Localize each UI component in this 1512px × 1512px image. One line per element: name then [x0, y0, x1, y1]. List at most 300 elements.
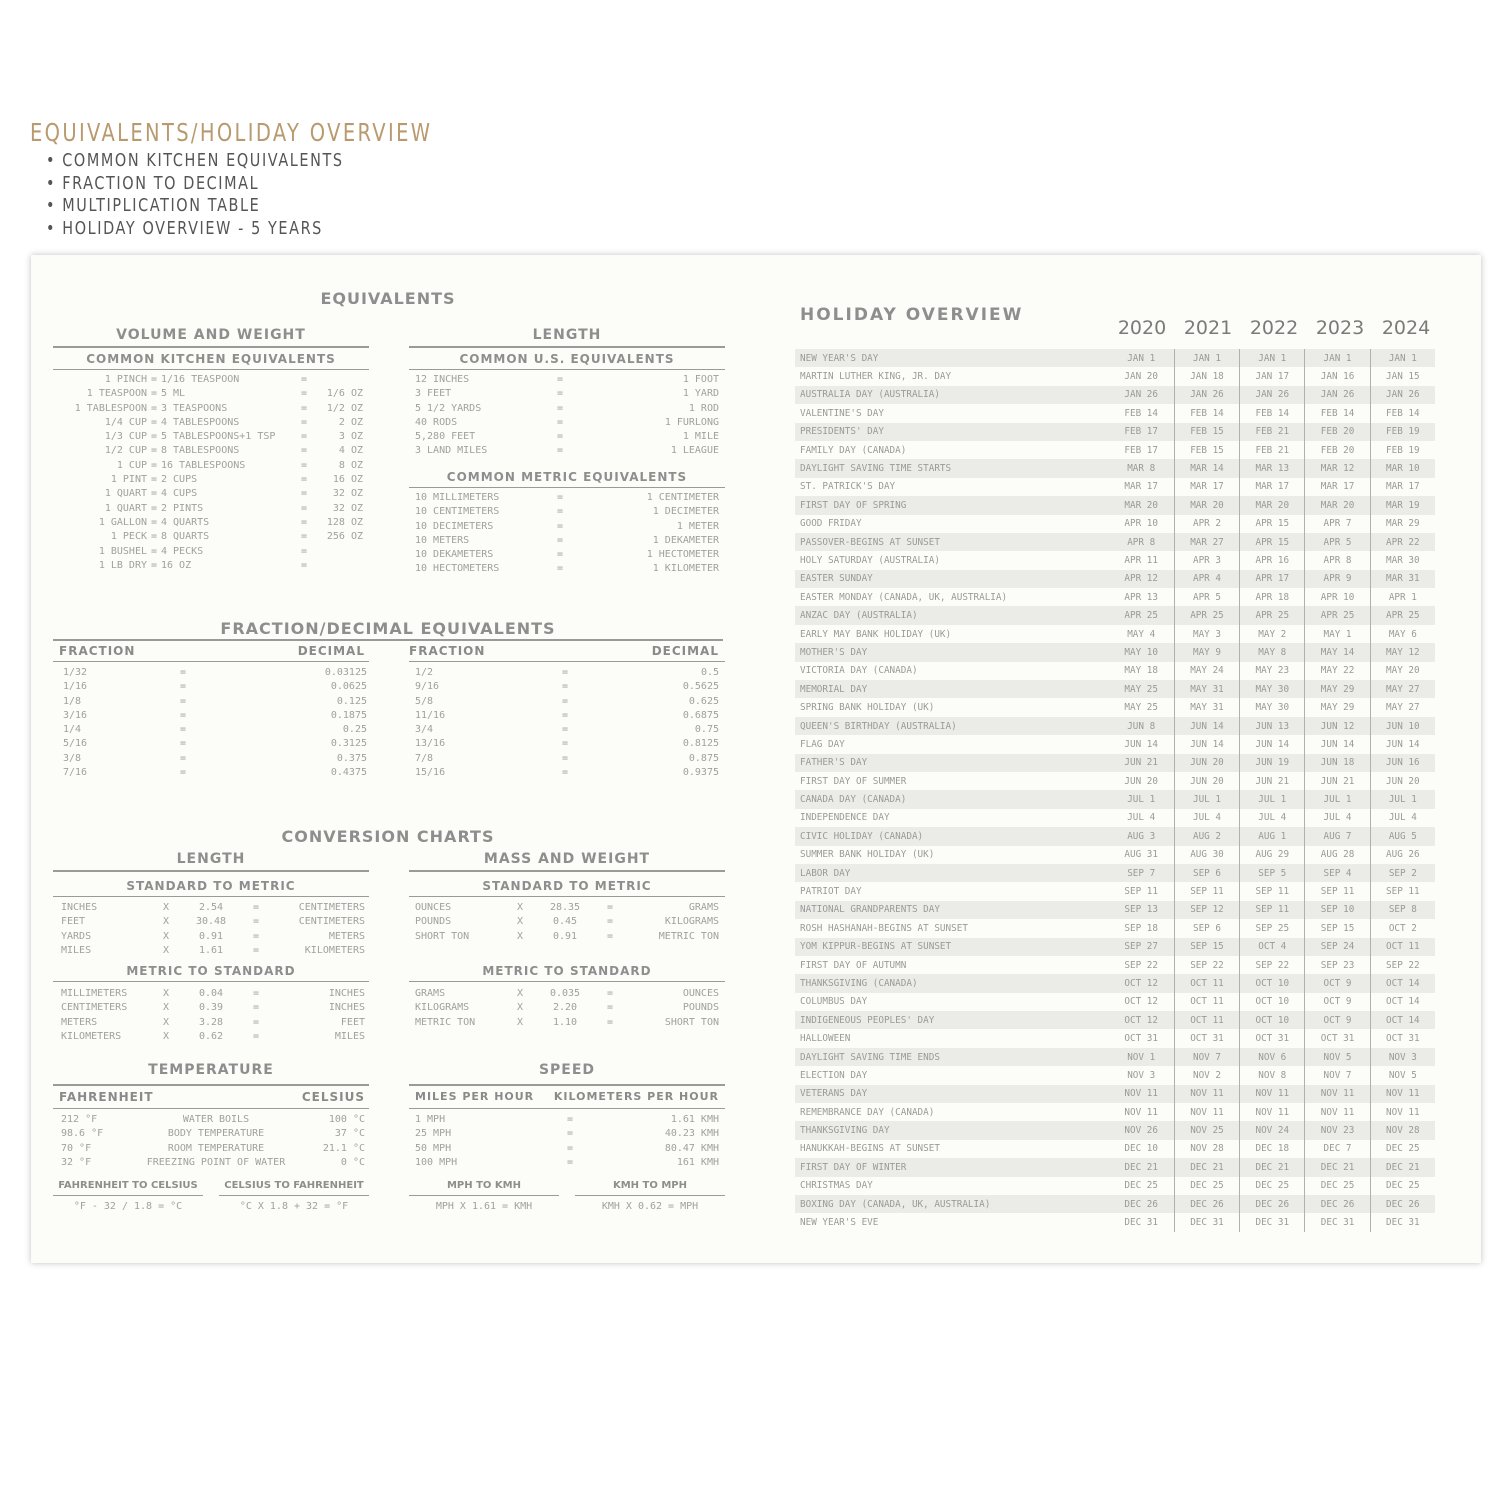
holiday-date: SEP 6: [1174, 864, 1239, 882]
divider: [53, 369, 369, 370]
holiday-date: MAY 30: [1239, 680, 1304, 698]
holiday-date: FEB 15: [1174, 423, 1239, 441]
holiday-date: FEB 19: [1370, 423, 1435, 441]
holiday-date: SEP 15: [1174, 938, 1239, 956]
holiday-date: MAY 1: [1304, 625, 1369, 643]
table-cell: 0.39: [198, 1002, 224, 1014]
holiday-row: [795, 717, 1435, 735]
holiday-date: FEB 20: [1304, 423, 1369, 441]
table-cell: 16 TABLESPOONS: [161, 459, 246, 471]
temperature-header: [59, 1090, 365, 1104]
holiday-date: DEC 21: [1124, 1161, 1158, 1173]
table-cell: 2 CUPS: [161, 474, 198, 486]
f2c-title: FAHRENHEIT TO CELSIUS: [58, 1180, 198, 1191]
k2m-title: KMH TO MPH: [612, 1180, 687, 1191]
holiday-name: HALLOWEEN: [800, 1033, 851, 1045]
table-cell: GRAMS: [415, 988, 446, 999]
holiday-date: JUN 20: [1370, 772, 1435, 790]
holiday-date: DEC 18: [1239, 1140, 1304, 1158]
table-cell: =: [179, 695, 187, 707]
holiday-date: MAR 29: [1370, 515, 1435, 533]
holiday-date: JUN 16: [1370, 754, 1435, 772]
holiday-date: JUN 18: [1304, 754, 1369, 772]
table-cell: X: [162, 988, 170, 999]
holiday-date: DEC 31: [1304, 1213, 1369, 1231]
table-cell: 15/16: [415, 767, 446, 779]
holiday-date: AUG 30: [1174, 846, 1239, 864]
holiday-date: AUG 28: [1304, 846, 1369, 864]
holiday-date: FEB 21: [1239, 441, 1304, 459]
holiday-date: APR 7: [1304, 515, 1369, 533]
table-cell: =: [300, 374, 308, 385]
table-row: [53, 387, 369, 401]
table-cell: 1 METER: [676, 520, 719, 532]
table-row: [415, 987, 719, 1001]
table-cell: 5/16: [63, 738, 88, 750]
table-cell: 1 GALLON: [98, 516, 147, 528]
holiday-date: APR 25: [1304, 606, 1369, 624]
holiday-date: OCT 9: [1304, 1011, 1369, 1029]
table-cell: 0.91: [552, 930, 578, 942]
holiday-date: DEC 25: [1174, 1177, 1239, 1195]
contents-item: • HOLIDAY OVERVIEW - 5 YEARS: [46, 217, 323, 239]
table-cell: =: [606, 1016, 614, 1028]
table-cell: =: [300, 388, 308, 400]
holiday-date: JUN 8: [1127, 720, 1156, 732]
table-cell: =: [179, 681, 187, 693]
table-cell: 1 BUSHEL: [98, 545, 147, 557]
table-cell: =: [300, 545, 308, 557]
holiday-date: JUL 4: [1174, 809, 1239, 827]
holiday-date: NOV 25: [1174, 1121, 1239, 1139]
holiday-date: APR 25: [1370, 606, 1435, 624]
holiday-date: OCT 31: [1370, 1029, 1435, 1047]
holiday-date: SEP 8: [1370, 901, 1435, 919]
holiday-name: NEW YEAR'S EVE: [800, 1217, 879, 1229]
table-row: [61, 1113, 365, 1127]
holiday-date: NOV 7: [1174, 1048, 1239, 1066]
holiday-row: [795, 864, 1435, 882]
table-row: [415, 534, 719, 548]
holiday-date: JUL 4: [1127, 812, 1156, 824]
table-row: [63, 666, 367, 680]
table-row: [415, 1016, 719, 1030]
holiday-date: FEB 19: [1370, 441, 1435, 459]
holiday-row: [795, 1213, 1435, 1231]
divider: [53, 1195, 203, 1196]
holiday-date: MAY 31: [1174, 680, 1239, 698]
table-cell: MILES: [334, 1030, 365, 1042]
holiday-date: FEB 15: [1174, 441, 1239, 459]
table-cell: 12 INCHES: [415, 374, 470, 385]
table-cell: 1/3 CUP: [104, 431, 147, 443]
table-cell: 0.8125: [682, 738, 719, 750]
table-cell: =: [252, 916, 260, 928]
table-cell: =: [556, 534, 564, 546]
holiday-date: JUN 21: [1239, 772, 1304, 790]
table-cell: =: [566, 1142, 574, 1154]
holiday-date: MAR 10: [1370, 459, 1435, 477]
divider: [53, 639, 723, 641]
holiday-date: MAY 22: [1304, 662, 1369, 680]
table-cell: =: [556, 520, 564, 532]
holiday-date: MAY 24: [1174, 662, 1239, 680]
table-cell: =: [556, 374, 564, 385]
holiday-date: NOV 3: [1370, 1048, 1435, 1066]
holiday-date: MAY 27: [1370, 680, 1435, 698]
table-cell: INCHES: [328, 988, 365, 999]
holiday-date: APR 10: [1124, 518, 1158, 530]
kitchen-table: [53, 373, 369, 573]
table-row: [415, 402, 719, 416]
table-cell: 25 MPH: [415, 1128, 452, 1140]
holiday-date: APR 5: [1174, 588, 1239, 606]
col-fahrenheit: FAHRENHEIT: [59, 1090, 154, 1104]
fraction-table-left: [63, 666, 367, 780]
holiday-date: MAR 27: [1174, 533, 1239, 551]
table-cell: [311, 545, 363, 559]
contents-item: • FRACTION TO DECIMAL: [46, 172, 260, 194]
table-row: [53, 459, 369, 473]
table-cell: =: [606, 916, 614, 928]
holiday-row: [795, 1029, 1435, 1047]
holiday-date: APR 25: [1174, 606, 1239, 624]
table-cell: 0.03125: [324, 667, 367, 678]
holiday-date: JAN 26: [1370, 386, 1435, 404]
holiday-date: APR 1: [1370, 588, 1435, 606]
divider: [409, 1195, 559, 1196]
table-cell: 4 QUARTS: [161, 516, 210, 528]
table-cell: BODY TEMPERATURE: [167, 1128, 265, 1140]
holiday-date: NOV 11: [1304, 1085, 1369, 1103]
holiday-date: JUN 21: [1304, 772, 1369, 790]
table-cell: 256 OZ: [326, 531, 363, 543]
holiday-date: JUN 20: [1174, 772, 1239, 790]
planner-sheet: [31, 255, 1481, 1263]
table-cell: POUNDS: [415, 916, 452, 928]
table-cell: X: [516, 988, 524, 999]
table-cell: KILOGRAMS: [415, 1002, 470, 1014]
table-cell: 5/8: [415, 695, 434, 707]
table-cell: 30.48: [195, 916, 227, 928]
table-row: [415, 505, 719, 519]
table-cell: FREEZING POINT OF WATER: [146, 1156, 286, 1168]
holiday-date: DEC 26: [1370, 1195, 1435, 1213]
table-cell: INCHES: [328, 1002, 365, 1014]
holiday-row: [795, 680, 1435, 698]
holiday-date: NOV 2: [1174, 1066, 1239, 1084]
holiday-date: OCT 12: [1124, 996, 1158, 1008]
holiday-name: COLUMBUS DAY: [800, 996, 868, 1008]
table-cell: MILLIMETERS: [61, 988, 128, 999]
table-cell: CENTIMETERS: [298, 916, 365, 928]
table-cell: OUNCES: [682, 988, 719, 999]
table-cell: =: [150, 388, 158, 400]
table-row: [415, 752, 719, 766]
holiday-date: OCT 2: [1370, 919, 1435, 937]
table-cell: 8 TABLESPOONS: [161, 445, 240, 457]
table-cell: INCHES: [61, 902, 98, 913]
temperature-title: TEMPERATURE: [148, 1062, 274, 1078]
col-fraction: FRACTION: [59, 644, 136, 658]
table-cell: SHORT TON: [415, 930, 470, 942]
contents-item-label: MULTIPLICATION TABLE: [62, 195, 261, 217]
table-cell: 161 KMH: [676, 1156, 719, 1168]
holiday-date: JAN 1: [1370, 349, 1435, 367]
holiday-date: NOV 5: [1370, 1066, 1435, 1084]
holiday-date: APR 5: [1304, 533, 1369, 551]
table-row: [53, 473, 369, 487]
holiday-date: OCT 14: [1370, 1011, 1435, 1029]
divider: [53, 981, 369, 982]
table-cell: X: [162, 1030, 170, 1042]
table-row: [53, 402, 369, 416]
table-cell: 0.91: [198, 930, 224, 942]
holiday-date: JAN 1: [1127, 352, 1156, 364]
table-cell: 0.5: [700, 667, 719, 678]
table-cell: 1/32: [63, 667, 88, 678]
holiday-date: JUL 1: [1370, 790, 1435, 808]
year-header: 2023: [1315, 317, 1365, 339]
holiday-name: FAMILY DAY (CANADA): [800, 444, 907, 456]
divider: [409, 487, 725, 488]
holiday-date: SEP 25: [1239, 919, 1304, 937]
holiday-date: MAY 30: [1239, 698, 1304, 716]
holiday-name: THANKSGIVING DAY: [800, 1125, 890, 1137]
table-cell: 50 MPH: [415, 1142, 452, 1154]
holiday-name: NATIONAL GRANDPARENTS DAY: [800, 904, 940, 916]
table-cell: 0.45: [552, 916, 578, 928]
holiday-name: PRESIDENTS' DAY: [800, 426, 884, 438]
mass-met-table: [415, 987, 719, 1030]
us-table: [415, 373, 719, 459]
table-cell: 16 OZ: [161, 559, 192, 571]
holiday-date: SEP 22: [1239, 956, 1304, 974]
table-row: [61, 1016, 365, 1030]
holiday-row: [795, 533, 1435, 551]
table-cell: 98.6 °F: [61, 1128, 104, 1140]
holiday-date: NOV 11: [1370, 1085, 1435, 1103]
table-cell: X: [516, 902, 524, 913]
holiday-name: EASTER SUNDAY: [800, 573, 873, 585]
table-cell: =: [556, 563, 564, 575]
table-row: [415, 737, 719, 751]
table-cell: =: [179, 752, 187, 764]
table-cell: 0.25: [342, 724, 367, 736]
table-row: [53, 373, 369, 387]
holiday-date: DEC 21: [1304, 1158, 1369, 1176]
holiday-date: MAY 9: [1174, 643, 1239, 661]
holiday-date: NOV 24: [1239, 1121, 1304, 1139]
table-cell: MILES: [61, 944, 92, 956]
holiday-date: MAR 19: [1370, 496, 1435, 514]
holiday-date: NOV 11: [1124, 1088, 1158, 1100]
holiday-name: VETERANS DAY: [800, 1088, 868, 1100]
holiday-name: SPRING BANK HOLIDAY (UK): [800, 702, 935, 714]
table-row: [63, 680, 367, 694]
holiday-name: CIVIC HOLIDAY (CANADA): [800, 830, 924, 842]
table-cell: 1/2 OZ: [326, 402, 363, 414]
table-cell: =: [150, 488, 158, 500]
holiday-name: EARLY MAY BANK HOLIDAY (UK): [800, 628, 952, 640]
table-cell: 40 RODS: [415, 416, 458, 428]
holiday-date: DEC 25: [1304, 1177, 1369, 1195]
holiday-name: VICTORIA DAY (CANADA): [800, 665, 918, 677]
holiday-date: MAY 25: [1124, 683, 1158, 695]
table-row: [415, 695, 719, 709]
table-row: [61, 915, 365, 929]
table-cell: 37 °C: [334, 1128, 365, 1140]
table-cell: 0.4375: [330, 767, 367, 779]
table-cell: 5,280 FEET: [415, 431, 476, 443]
table-cell: 10 HECTOMETERS: [415, 563, 500, 575]
table-cell: 0.125: [336, 695, 367, 707]
table-row: [53, 545, 369, 559]
divider: [575, 1195, 725, 1196]
holiday-date: MAY 25: [1124, 702, 1158, 714]
table-cell: 212 °F: [61, 1114, 98, 1125]
holiday-date: AUG 29: [1239, 846, 1304, 864]
holiday-date: DEC 26: [1239, 1195, 1304, 1213]
table-cell: 4 PECKS: [161, 545, 204, 557]
holiday-date: MAY 29: [1304, 698, 1369, 716]
k2m-formula: KMH X 0.62 = MPH: [601, 1201, 699, 1212]
holiday-date: OCT 14: [1370, 993, 1435, 1011]
holiday-date: FEB 14: [1239, 404, 1304, 422]
holiday-date: APR 15: [1239, 515, 1304, 533]
table-cell: 4 CUPS: [161, 488, 198, 500]
holiday-date: JUN 14: [1174, 717, 1239, 735]
holiday-date: FEB 17: [1124, 444, 1158, 456]
table-cell: 5 1/2 YARDS: [415, 402, 482, 414]
holiday-date: SEP 4: [1304, 864, 1369, 882]
table-cell: =: [150, 374, 158, 385]
holiday-date: SEP 11: [1304, 882, 1369, 900]
table-row: [415, 680, 719, 694]
holiday-date: MAR 17: [1370, 478, 1435, 496]
table-cell: =: [150, 416, 158, 428]
m2k-title: MPH TO KMH: [446, 1180, 521, 1191]
table-cell: 3/16: [63, 709, 88, 721]
table-cell: =: [150, 459, 158, 471]
holiday-row: [795, 588, 1435, 606]
table-cell: 0 °C: [340, 1156, 365, 1168]
table-cell: 100 MPH: [415, 1156, 458, 1168]
table-cell: 0.035: [549, 988, 581, 999]
holiday-row: [795, 1103, 1435, 1121]
table-row: [53, 516, 369, 530]
table-cell: [311, 373, 363, 387]
holiday-date: SEP 11: [1174, 882, 1239, 900]
table-cell: =: [150, 502, 158, 514]
holiday-date: JUN 20: [1174, 754, 1239, 772]
table-cell: 1 MPH: [415, 1114, 446, 1125]
contents-item: • COMMON KITCHEN EQUIVALENTS: [46, 150, 344, 171]
col-mph: MILES PER HOUR: [415, 1090, 535, 1103]
table-cell: =: [300, 531, 308, 543]
holiday-date: MAY 18: [1124, 665, 1158, 677]
holiday-name: PATRIOT DAY: [800, 886, 862, 898]
holiday-date: DEC 7: [1304, 1140, 1369, 1158]
holiday-row: [795, 919, 1435, 937]
table-cell: 1 QUART: [104, 488, 147, 500]
table-cell: =: [556, 492, 564, 503]
table-cell: X: [162, 916, 170, 928]
holiday-row: [795, 496, 1435, 514]
holiday-date: APR 11: [1124, 554, 1158, 566]
holiday-row: [795, 367, 1435, 385]
table-cell: 1 PECK: [110, 531, 147, 543]
table-cell: 16 OZ: [332, 474, 363, 486]
table-row: [415, 387, 719, 401]
holiday-date: FEB 17: [1124, 426, 1158, 438]
holiday-date: APR 25: [1124, 610, 1158, 622]
table-cell: =: [606, 930, 614, 942]
holiday-date: SEP 22: [1174, 956, 1239, 974]
table-row: [415, 930, 719, 944]
table-row: [53, 502, 369, 516]
holiday-date: MAY 20: [1370, 662, 1435, 680]
holiday-name: YOM KIPPUR-BEGINS AT SUNSET: [800, 941, 952, 953]
holiday-row: [795, 1085, 1435, 1103]
table-cell: =: [561, 738, 569, 750]
holiday-date: DEC 21: [1239, 1158, 1304, 1176]
table-cell: KILOMETERS: [304, 944, 365, 956]
table-cell: =: [252, 1030, 260, 1042]
table-cell: 0.0625: [330, 681, 367, 693]
table-cell: =: [150, 559, 158, 571]
holiday-name: GOOD FRIDAY: [800, 518, 862, 530]
holiday-date: SEP 22: [1370, 956, 1435, 974]
table-cell: =: [150, 531, 158, 543]
table-cell: =: [300, 459, 308, 471]
holiday-date: JAN 26: [1174, 386, 1239, 404]
holiday-date: MAY 6: [1370, 625, 1435, 643]
contents-item-label: HOLIDAY OVERVIEW - 5 YEARS: [62, 217, 323, 239]
table-cell: 128 OZ: [326, 516, 363, 528]
table-cell: WATER BOILS: [182, 1114, 250, 1125]
holiday-date: APR 8: [1304, 551, 1369, 569]
holiday-date: SEP 23: [1304, 956, 1369, 974]
table-cell: 0.5625: [682, 681, 719, 693]
table-cell: =: [556, 431, 564, 443]
holiday-row: [795, 515, 1435, 533]
volume-title: VOLUME AND WEIGHT: [116, 327, 306, 343]
table-cell: 2.54: [198, 902, 224, 913]
holiday-name: SUMMER BANK HOLIDAY (UK): [800, 849, 935, 861]
col-kmh: KILOMETERS PER HOUR: [553, 1090, 719, 1103]
holiday-date: SEP 13: [1124, 904, 1158, 916]
holiday-date: JUN 14: [1174, 735, 1239, 753]
table-cell: 100 °C: [328, 1114, 365, 1125]
table-cell: 0.3125: [330, 738, 367, 750]
table-cell: 1/8: [63, 695, 82, 707]
holiday-date: OCT 31: [1124, 1033, 1158, 1045]
holiday-row: [795, 754, 1435, 772]
table-cell: 7/8: [415, 752, 434, 764]
table-cell: POUNDS: [682, 1002, 719, 1014]
holiday-date: FEB 14: [1304, 404, 1369, 422]
table-cell: =: [179, 767, 187, 779]
holiday-date: DEC 25: [1370, 1140, 1435, 1158]
table-row: [63, 766, 367, 780]
holiday-date: JUL 1: [1239, 790, 1304, 808]
table-cell: X: [162, 1016, 170, 1028]
table-cell: 1 CENTIMETER: [646, 492, 719, 503]
year-header: 2021: [1183, 317, 1233, 339]
holiday-date: JUL 1: [1127, 794, 1156, 806]
table-cell: =: [561, 752, 569, 764]
